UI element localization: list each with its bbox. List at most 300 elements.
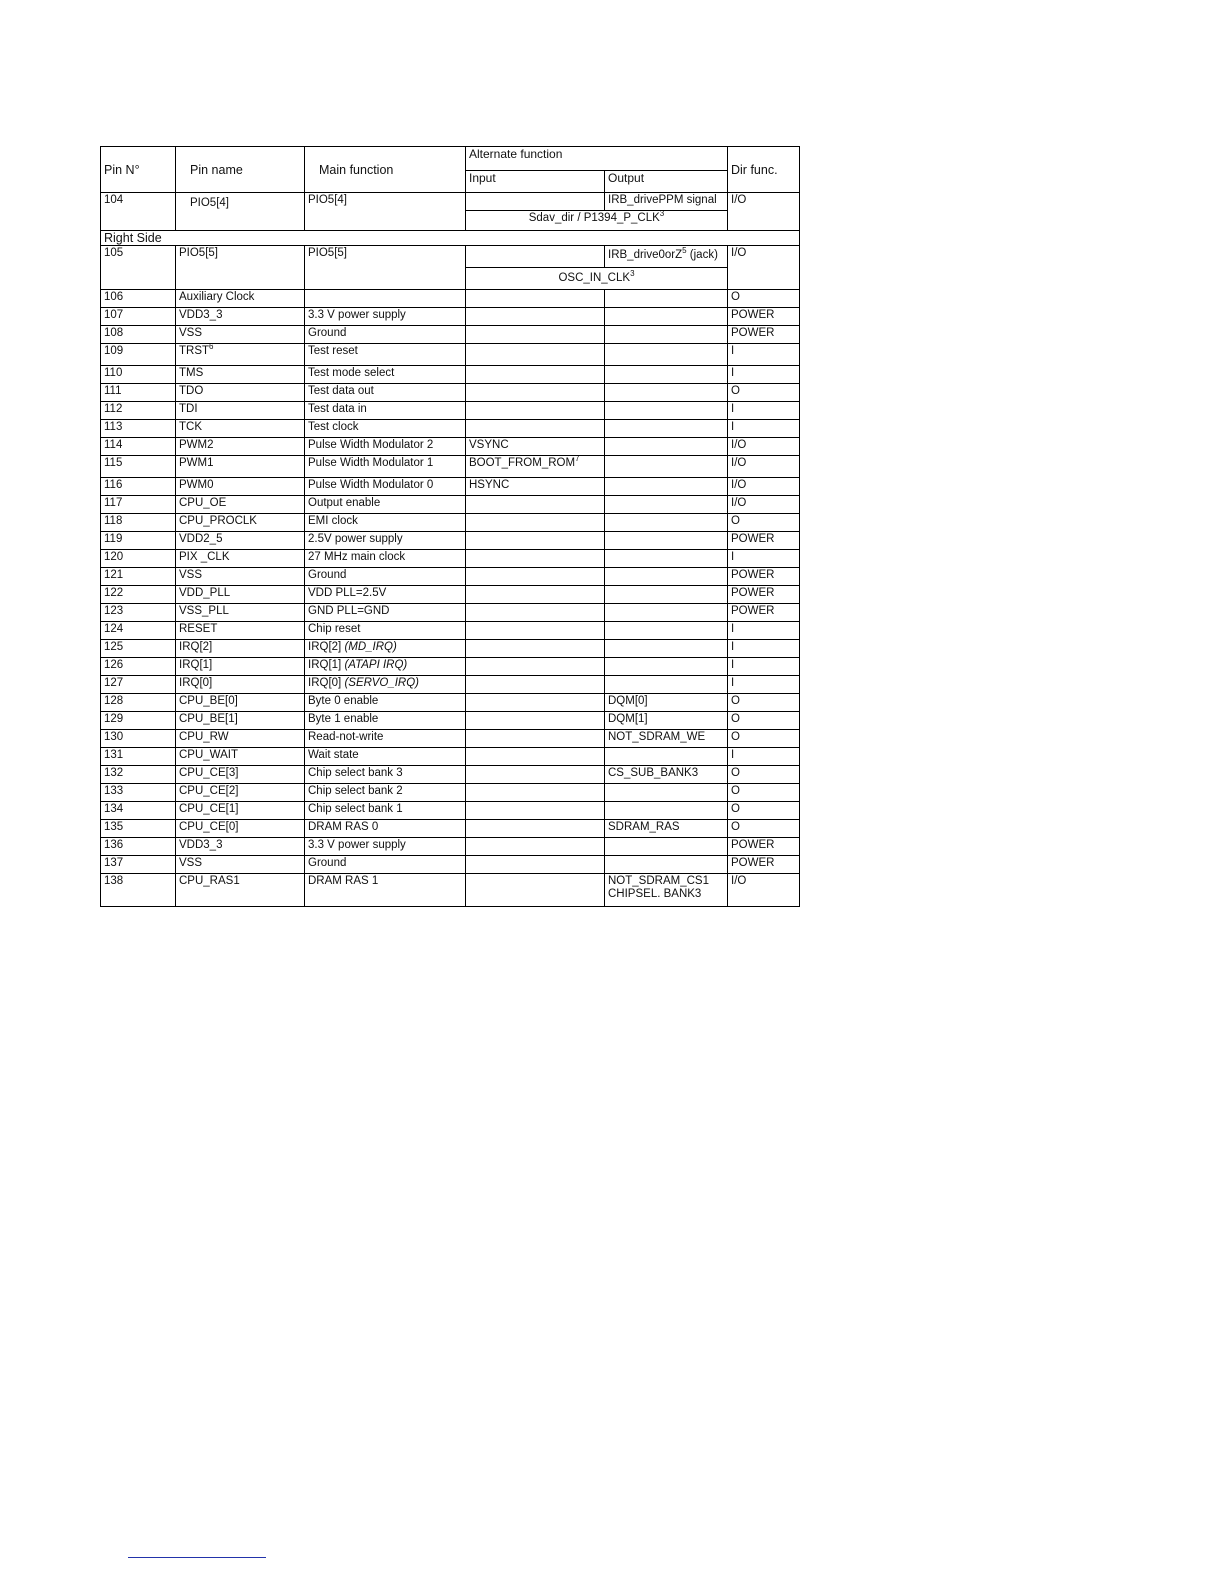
pin-name-cell <box>176 802 305 820</box>
output-cell <box>605 640 728 658</box>
dir-cell <box>728 604 800 622</box>
input-cell <box>466 766 605 784</box>
pin-name-cell-text: CPU_WAIT <box>179 749 238 761</box>
alternate-span-text: Sdav_dir / P1394_P_CLK <box>528 212 660 224</box>
main-function-cell <box>305 784 466 802</box>
main-function-cell <box>305 420 466 438</box>
pin-name-cell <box>176 676 305 694</box>
pin-name-cell <box>176 838 305 856</box>
dir-cell-text: POWER <box>731 839 775 851</box>
input-cell <box>466 856 605 874</box>
pin-number-cell-text: 106 <box>104 291 124 303</box>
main-function-cell <box>305 308 466 326</box>
output-cell <box>605 402 728 420</box>
dir-cell <box>728 420 800 438</box>
main-function-cell-text: Pulse Width Modulator 2 <box>308 439 434 451</box>
footnote-ref: 3 <box>630 269 635 279</box>
pin-number-cell <box>101 712 176 730</box>
output-cell <box>605 838 728 856</box>
table-row <box>101 712 800 730</box>
table-row <box>101 384 800 402</box>
pin-number-cell <box>101 402 176 420</box>
pin-number-cell-text: 134 <box>104 803 124 815</box>
input-cell <box>466 193 605 211</box>
main-function-cell-text: Ground <box>308 569 347 581</box>
pin-number-cell-text: 116 <box>104 479 123 491</box>
dir-cell-text: I <box>731 749 735 761</box>
pin-name-cell <box>176 290 305 308</box>
main-function-cell-text: 3.3 V power supply <box>308 309 406 321</box>
pin-name-cell <box>176 438 305 456</box>
dir-cell-text: O <box>731 713 740 725</box>
pin-name-cell-text: TDO <box>179 385 204 397</box>
pin-number-cell-text: 108 <box>104 327 124 339</box>
output-cell <box>605 730 728 748</box>
input-cell <box>466 604 605 622</box>
main-function-cell <box>305 586 466 604</box>
pin-number-cell-text: 109 <box>104 345 124 357</box>
pin-name-cell-text: CPU_CE[0] <box>179 821 239 833</box>
input-cell-text: BOOT_FROM_ROM <box>469 457 576 469</box>
irq-alias-text: (ATAPI IRQ) <box>344 659 408 671</box>
pin-name-cell-text: CPU_CE[2] <box>179 785 239 797</box>
main-function-cell <box>305 290 466 308</box>
output-cell <box>605 694 728 712</box>
output-cell <box>605 326 728 344</box>
pin-number-cell <box>101 658 176 676</box>
pin-name-cell <box>176 712 305 730</box>
pin-number-cell <box>101 478 176 496</box>
table-row <box>101 456 800 478</box>
dir-cell <box>728 438 800 456</box>
output-cell <box>605 658 728 676</box>
pin-name-cell-text: VSS <box>179 327 203 339</box>
pin-number-cell <box>101 802 176 820</box>
main-function-cell <box>305 402 466 420</box>
pin-number-cell-text: 131 <box>104 749 124 761</box>
main-function-cell <box>305 622 466 640</box>
dir-cell-text: O <box>731 767 740 779</box>
main-function-cell-text: IRQ[2] <box>308 641 345 653</box>
pin-number-cell-text: 114 <box>104 439 123 451</box>
output-cell <box>605 384 728 402</box>
dir-cell <box>728 290 800 308</box>
main-function-cell <box>305 478 466 496</box>
dir-cell-text: I <box>731 345 735 357</box>
input-cell <box>466 496 605 514</box>
table-row <box>101 856 800 874</box>
section-row <box>101 231 800 246</box>
dir-cell <box>728 384 800 402</box>
pin-name-cell-text: RESET <box>179 623 218 635</box>
pin-number-cell-text: 130 <box>104 731 124 743</box>
main-function-cell-text: Test reset <box>308 345 358 357</box>
pin-number-cell <box>101 420 176 438</box>
dir-cell: I/O <box>728 874 800 907</box>
pin-name-cell-text: CPU_CE[1] <box>179 803 239 815</box>
output-cell <box>605 366 728 384</box>
table-row <box>101 586 800 604</box>
pin-name-cell <box>176 658 305 676</box>
main-function-cell <box>305 730 466 748</box>
pin-name-cell <box>176 308 305 326</box>
output-cell <box>605 874 728 907</box>
footnote-ref: 7 <box>575 455 580 464</box>
input-cell <box>466 308 605 326</box>
table-row <box>101 496 800 514</box>
input-cell <box>466 344 605 366</box>
table-row <box>101 308 800 326</box>
table-row <box>101 820 800 838</box>
pin-number-cell-text: 122 <box>104 587 124 599</box>
output-tail: (jack) <box>686 249 718 261</box>
pin-name-cell <box>176 456 305 478</box>
pin-no-header: Pin N° <box>101 147 176 193</box>
pin-number-cell-text: 107 <box>104 309 124 321</box>
pin-name-cell-text: TMS <box>179 367 204 379</box>
dir-cell <box>728 658 800 676</box>
pin-number-cell-text: 112 <box>104 403 123 415</box>
pin-name-cell <box>176 748 305 766</box>
input-cell <box>466 694 605 712</box>
dir-cell <box>728 344 800 366</box>
main-function-cell-text: Ground <box>308 327 347 339</box>
output-cell-text: NOT_SDRAM_WE <box>608 731 706 743</box>
table-row <box>101 784 800 802</box>
pin-number-cell <box>101 604 176 622</box>
input-cell <box>466 246 605 268</box>
main-function-cell <box>305 456 466 478</box>
main-function-cell-text: Chip select bank 3 <box>308 767 403 779</box>
main-function-header: Main function <box>305 147 466 193</box>
pin-name-cell-text: VSS <box>179 569 203 581</box>
dir-cell <box>728 456 800 478</box>
input-header: Input <box>466 171 605 193</box>
dir-cell <box>728 694 800 712</box>
dir-cell-text: O <box>731 785 740 797</box>
pin-number-cell-text: 121 <box>104 569 124 581</box>
pin-number-cell <box>101 366 176 384</box>
pin-number-cell-text: 128 <box>104 695 124 707</box>
table-row <box>101 344 800 366</box>
main-function-cell <box>305 550 466 568</box>
pin-name-cell <box>176 586 305 604</box>
pin-name-cell-text: TRST <box>179 345 210 357</box>
pin-number-cell-text: 133 <box>104 785 124 797</box>
main-function-cell-text: Ground <box>308 857 347 869</box>
table-row <box>101 640 800 658</box>
input-cell-text: VSYNC <box>469 439 509 451</box>
pin-name-cell <box>176 384 305 402</box>
output-cell-text: DQM[0] <box>608 695 648 707</box>
dir-cell-text: I <box>731 659 735 671</box>
main-function-cell <box>305 838 466 856</box>
main-function-cell-text: Chip select bank 1 <box>308 803 403 815</box>
dir-cell-text: POWER <box>731 587 775 599</box>
pin-name-cell-text: CPU_PROCLK <box>179 515 257 527</box>
input-cell <box>466 676 605 694</box>
table-row <box>101 568 800 586</box>
main-function-cell: PIO5[4] <box>305 193 466 231</box>
pin-number-cell-text: 111 <box>104 385 122 397</box>
input-cell <box>466 838 605 856</box>
output-cell <box>605 514 728 532</box>
pin-name-cell-text: PIX _CLK <box>179 551 230 563</box>
output-cell <box>605 246 728 268</box>
main-function-cell-text: Read-not-write <box>308 731 384 743</box>
table-row <box>101 604 800 622</box>
dir-cell-text: POWER <box>731 533 775 545</box>
pin-name-cell-text: PWM2 <box>179 439 214 451</box>
table-row <box>101 290 800 308</box>
dir-cell <box>728 308 800 326</box>
main-function-cell <box>305 326 466 344</box>
pin-number-cell-text: 115 <box>104 457 123 469</box>
input-cell <box>466 640 605 658</box>
dir-cell-text: POWER <box>731 327 775 339</box>
pin-name-cell <box>176 730 305 748</box>
input-cell <box>466 532 605 550</box>
main-function-cell-text: Test clock <box>308 421 359 433</box>
pin-name-cell <box>176 550 305 568</box>
output-cell-text: SDRAM_RAS <box>608 821 680 833</box>
main-function-cell-text: Byte 0 enable <box>308 695 379 707</box>
output-cell <box>605 456 728 478</box>
dir-cell <box>728 856 800 874</box>
output-cell <box>605 586 728 604</box>
input-cell <box>466 748 605 766</box>
pin-number-cell <box>101 514 176 532</box>
pin-name-cell <box>176 856 305 874</box>
output-text: IRB_drive0orZ <box>608 249 683 261</box>
pin-number-cell <box>101 384 176 402</box>
pin-number-cell <box>101 694 176 712</box>
pin-number-cell-text: 137 <box>104 857 124 869</box>
input-cell <box>466 550 605 568</box>
input-cell <box>466 420 605 438</box>
dir-cell <box>728 568 800 586</box>
output-cell <box>605 622 728 640</box>
output-cell <box>605 802 728 820</box>
dir-cell-text: I/O <box>731 479 747 491</box>
main-function-cell-text: Chip select bank 2 <box>308 785 403 797</box>
output-cell <box>605 604 728 622</box>
output-cell <box>605 820 728 838</box>
pin-number-cell-text: 120 <box>104 551 124 563</box>
dir-cell <box>728 478 800 496</box>
table-row <box>101 246 800 268</box>
dir-cell <box>728 550 800 568</box>
main-function-cell-text: DRAM RAS 0 <box>308 821 379 833</box>
table-row <box>101 420 800 438</box>
table-row <box>101 550 800 568</box>
dir-cell-text: I/O <box>731 457 747 469</box>
pin-name-cell-text: IRQ[1] <box>179 659 213 671</box>
main-function-cell <box>305 748 466 766</box>
table-row <box>101 438 800 456</box>
pin-number-cell-text: 125 <box>104 641 124 653</box>
input-cell <box>466 456 605 478</box>
input-cell <box>466 438 605 456</box>
pin-number-cell: 138 <box>101 874 176 907</box>
dir-cell <box>728 802 800 820</box>
dir-cell <box>728 496 800 514</box>
dir-cell-text: I <box>731 403 735 415</box>
main-function-cell <box>305 766 466 784</box>
pin-name-cell-text: CPU_CE[3] <box>179 767 239 779</box>
pin-number-cell-text: 110 <box>104 367 123 379</box>
pin-number-cell-text: 126 <box>104 659 124 671</box>
main-function-cell-text: EMI clock <box>308 515 358 527</box>
dir-cell <box>728 586 800 604</box>
pin-name-header: Pin name <box>176 147 305 193</box>
pin-name-cell-text: TDI <box>179 403 198 415</box>
pin-number-cell <box>101 456 176 478</box>
pin-name-cell: PIO5[5] <box>176 246 305 290</box>
pin-name-cell <box>176 784 305 802</box>
output-cell-text: DQM[1] <box>608 713 648 725</box>
pin-number-cell <box>101 568 176 586</box>
output-cell: IRB_drivePPM signal <box>605 193 728 211</box>
pin-number-cell-text: 127 <box>104 677 124 689</box>
main-function-cell-text: Pulse Width Modulator 0 <box>308 479 434 491</box>
main-function-cell <box>305 712 466 730</box>
input-cell <box>466 384 605 402</box>
main-function-cell <box>305 856 466 874</box>
footnote-ref: 5 <box>682 246 687 256</box>
pin-name-cell-text: TCK <box>179 421 202 433</box>
main-function-cell-text: Test data out <box>308 385 374 397</box>
main-function-cell-text: 3.3 V power supply <box>308 839 406 851</box>
pin-number-cell <box>101 622 176 640</box>
pin-name-cell-text: VSS_PLL <box>179 605 229 617</box>
dir-cell-text: O <box>731 291 740 303</box>
input-cell <box>466 784 605 802</box>
input-cell <box>466 874 605 907</box>
pin-number-cell <box>101 676 176 694</box>
output-cell <box>605 290 728 308</box>
dir-cell <box>728 514 800 532</box>
table-row <box>101 676 800 694</box>
main-function-cell-text: Output enable <box>308 497 381 509</box>
main-function-cell <box>305 604 466 622</box>
table-row <box>101 326 800 344</box>
pin-name-cell-text: PWM0 <box>179 479 214 491</box>
dir-cell <box>728 326 800 344</box>
dir-cell-text: POWER <box>731 309 775 321</box>
input-cell <box>466 712 605 730</box>
dir-cell: I/O <box>728 193 800 231</box>
main-function-cell <box>305 344 466 366</box>
pin-number-cell <box>101 438 176 456</box>
main-function-cell <box>305 640 466 658</box>
table-row <box>101 766 800 784</box>
main-function-cell <box>305 802 466 820</box>
table-row <box>101 658 800 676</box>
main-function-cell-text: Byte 1 enable <box>308 713 379 725</box>
main-function-cell <box>305 384 466 402</box>
table-row <box>101 514 800 532</box>
dir-cell-text: I <box>731 677 735 689</box>
main-function-cell-text: IRQ[1] <box>308 659 345 671</box>
pin-number-cell <box>101 496 176 514</box>
pin-number-cell <box>101 326 176 344</box>
dir-cell-text: I <box>731 623 735 635</box>
dir-cell-text: I <box>731 367 735 379</box>
pin-table <box>100 146 800 907</box>
footnote-ref: 3 <box>659 210 665 219</box>
table-row <box>101 802 800 820</box>
pin-name-cell <box>176 604 305 622</box>
pin-name-cell <box>176 694 305 712</box>
pin-name-cell-text: VDD2_5 <box>179 533 223 545</box>
main-function-cell-text: VDD PLL=2.5V <box>308 587 387 599</box>
pin-name-cell-text: CPU_BE[0] <box>179 695 238 707</box>
alternate-span-text: OSC_IN_CLK <box>558 272 631 284</box>
table-row <box>101 478 800 496</box>
irq-alias-text: (SERVO_IRQ) <box>344 677 419 689</box>
main-function-cell: DRAM RAS 1 <box>305 874 466 907</box>
pin-name-cell: PIO5[4] <box>176 193 305 231</box>
pin-name-cell-text: VDD3_3 <box>179 839 223 851</box>
output-cell <box>605 568 728 586</box>
pin-number-cell <box>101 532 176 550</box>
output-cell <box>605 712 728 730</box>
dir-cell-text: O <box>731 385 740 397</box>
dir-cell <box>728 730 800 748</box>
output-cell <box>605 550 728 568</box>
dir-cell <box>728 820 800 838</box>
output-cell <box>605 496 728 514</box>
output-line: NOT_SDRAM_CS1 <box>608 875 709 887</box>
dir-cell <box>728 676 800 694</box>
alternate-function-header: Alternate function <box>466 147 728 171</box>
main-function-cell <box>305 568 466 586</box>
pin-name-cell-text: VSS <box>179 857 203 869</box>
pin-name-cell <box>176 766 305 784</box>
pin-number-cell <box>101 856 176 874</box>
table-row <box>101 838 800 856</box>
pin-number-cell <box>101 586 176 604</box>
pin-name-cell <box>176 402 305 420</box>
pin-number-cell-text: 124 <box>104 623 124 635</box>
pin-name-cell <box>176 478 305 496</box>
dir-cell <box>728 766 800 784</box>
dir-cell <box>728 402 800 420</box>
output-cell <box>605 344 728 366</box>
pin-name-cell <box>176 640 305 658</box>
dir-cell-text: I <box>731 551 735 563</box>
footnote-separator <box>128 1557 266 1558</box>
main-function-cell <box>305 366 466 384</box>
output-cell <box>605 856 728 874</box>
output-cell <box>605 478 728 496</box>
pin-number-cell: 105 <box>101 246 176 290</box>
output-cell <box>605 420 728 438</box>
pin-number-cell-text: 132 <box>104 767 124 779</box>
main-function-cell <box>305 532 466 550</box>
dir-cell-text: O <box>731 515 740 527</box>
table-row <box>101 193 800 211</box>
table-row <box>101 622 800 640</box>
main-function-cell-text: Test data in <box>308 403 367 415</box>
pin-name-cell-text: CPU_OE <box>179 497 227 509</box>
output-cell <box>605 438 728 456</box>
output-cell-text: CS_SUB_BANK3 <box>608 767 699 779</box>
pin-name-cell <box>176 820 305 838</box>
pin-name-cell <box>176 496 305 514</box>
main-function-cell-text: IRQ[0] <box>308 677 345 689</box>
